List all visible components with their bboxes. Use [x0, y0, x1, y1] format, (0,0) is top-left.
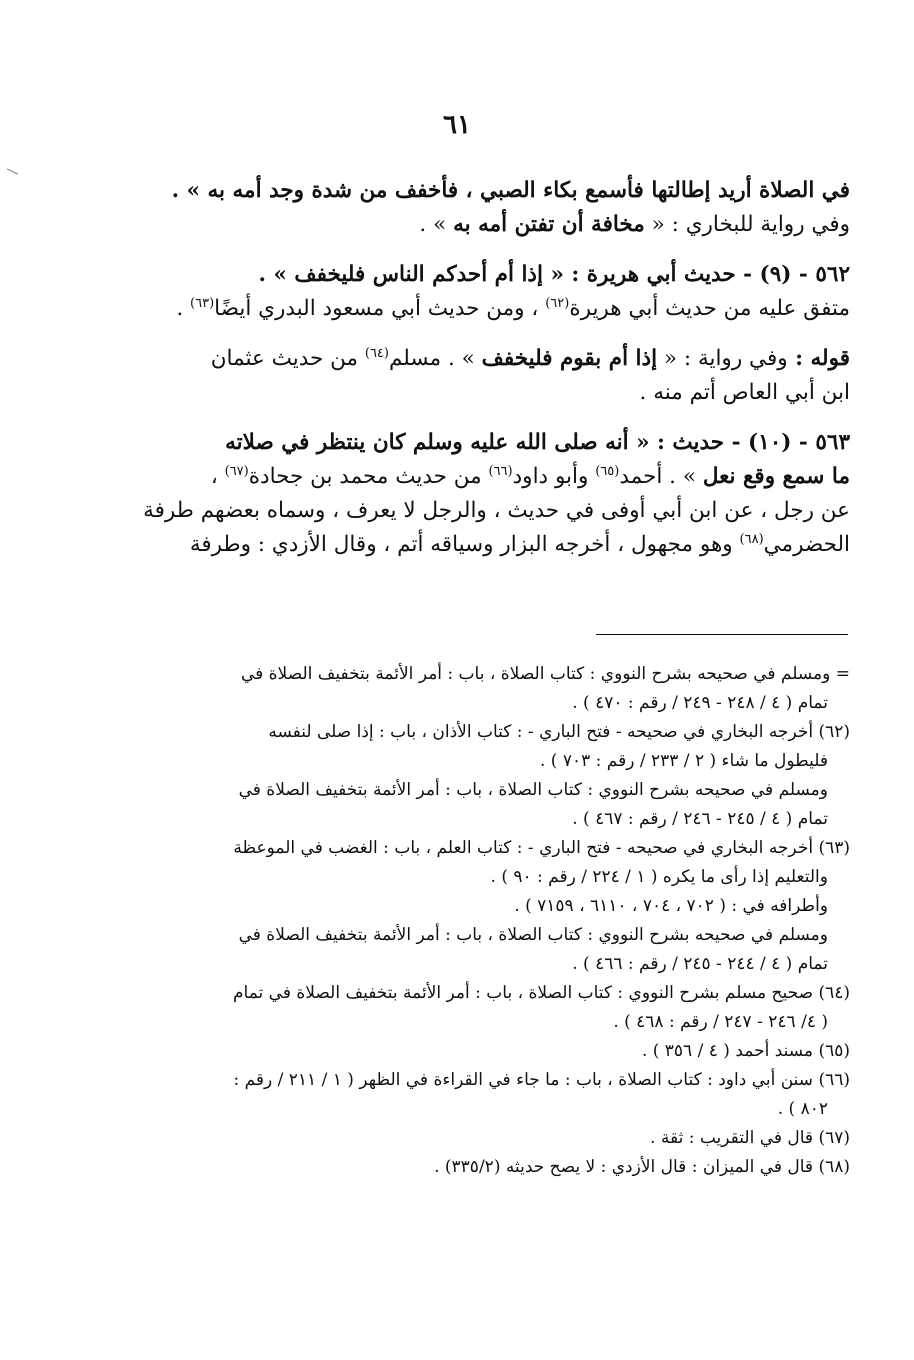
footnote-ref-67[interactable]: (٦٧) [224, 463, 249, 479]
footnote-line: ومسلم في صحيحه بشرح النووي : كتاب الصلاة ، باب : أمر الأئمة بتخفيف الصلاة في [238, 780, 828, 800]
footnote-line: تمام ( ٤ / ٢٤٥ - ٢٤٦ / رقم : ٤٦٧ ) . [572, 809, 828, 829]
footnote-line: = ومسلم في صحيحه بشرح النووي : كتاب الصلاة ، باب : أمر الأئمة بتخفيف الصلاة في [240, 664, 850, 684]
footnote-ref-62[interactable]: (٦٢) [545, 295, 570, 311]
paragraph-562 [90, 258, 850, 326]
p4-line-2: ما سمع وقع نعل » . أحمد$^{(٦٥)}$ وأبو داود$^{(٦٦)}$ من حديث محمد بن جحادة$^{(٦٧)}$ ، [210, 463, 850, 489]
paragraph-1 [90, 174, 850, 242]
p4-line-3: عن رجل ، عن ابن أبي أوفى في حديث ، والرجل لا يعرف ، وسماه بعضهم طرفة [143, 498, 850, 523]
footnote-line: والتعليم إذا رأى ما يكره ( ١ / ٢٢٤ / رقم : ٩٠ ) . [490, 867, 828, 887]
p2-line-2: متفق عليه من حديث أبي هريرة$^{(٦٢)}$ ، ومن حديث أبي مسعود البدري أيضًا$^{(٦٣)}$ . [176, 295, 850, 321]
footnote-ref-65[interactable]: (٦٥) [595, 463, 620, 479]
footnote-62: (٦٢) أخرجه البخاري في صحيحه - فتح الباري - : كتاب الأذان ، باب : إذا صلى لنفسه [268, 722, 850, 742]
footnote-ref-68[interactable]: (٦٨) [739, 531, 764, 547]
footnote-65: (٦٥) مسند أحمد ( ٤ / ٣٥٦ ) . [641, 1041, 850, 1061]
footnote-line: وأطرافه في : ( ٧٠٢ ، ٧٠٤ ، ٦١١٠ ، ٧١٥٩ ) . [514, 896, 828, 916]
p4-line-4: الحضرمي$^{(٦٨)}$ وهو مجهول ، أخرجه البزار وسياقه أتم ، وقال الأزدي : وطرفة [189, 531, 850, 557]
footnote-67: (٦٧) قال في التقريب : ثقة . [650, 1128, 850, 1148]
p1-line-1: في الصلاة أريد إطالتها فأسمع بكاء الصبي ، فأخفف من شدة وجد أمه به » . [171, 178, 850, 203]
hadith-562-heading: ٥٦٢ - (٩) - حديث أبي هريرة : « إذا أم أحدكم الناس فليخفف » . [258, 262, 850, 287]
footnotes [80, 660, 850, 1182]
p3-line-2: ابن أبي العاص أتم منه . [639, 380, 850, 405]
scan-mark [6, 168, 20, 176]
footnote-ref-63[interactable]: (٦٣) [190, 295, 215, 311]
paragraph-563 [90, 426, 850, 562]
footnote-line: فليطول ما شاء ( ٢ / ٢٣٣ / رقم : ٧٠٣ ) . [540, 751, 828, 771]
footnote-line: تمام ( ٤ / ٢٤٨ - ٢٤٩ / رقم : ٤٧٠ ) . [572, 693, 828, 713]
footnote-line: ومسلم في صحيحه بشرح النووي : كتاب الصلاة ، باب : أمر الأئمة بتخفيف الصلاة في [238, 925, 828, 945]
footnote-63: (٦٣) أخرجه البخاري في صحيحه - فتح الباري - : كتاب العلم ، باب : الغضب في الموعظة [233, 838, 850, 858]
footnote-line: تمام ( ٤ / ٢٤٤ - ٢٤٥ / رقم : ٤٦٦ ) . [572, 954, 828, 974]
footnote-separator [596, 634, 848, 635]
footnote-line: ( ٤/ ٢٤٦ - ٢٤٧ / رقم : ٤٦٨ ) . [613, 1012, 828, 1032]
p1-line-2: وفي رواية للبخاري : « مخافة أن تفتن أمه به » . [419, 212, 850, 237]
footnote-64: (٦٤) صحيح مسلم بشرح النووي : كتاب الصلاة ، باب : أمر الأئمة بتخفيف الصلاة في تمام [233, 983, 850, 1003]
footnote-line: ٨٠٢ ) . [777, 1099, 828, 1119]
footnote-ref-66[interactable]: (٦٦) [488, 463, 513, 479]
page-number: ٦١ [443, 110, 471, 140]
paragraph-qawluh [90, 342, 850, 410]
main-text [90, 174, 850, 562]
p3-line-1: قوله : وفي رواية : « إذا أم بقوم فليخفف » . مسلم$^{(٦٤)}$ من حديث عثمان [210, 345, 850, 371]
footnote-ref-64[interactable]: (٦٤) [364, 345, 389, 361]
hadith-563-heading: ٥٦٣ - (١٠) - حديث : « أنه صلى الله عليه وسلم كان ينتظر في صلاته [225, 430, 850, 455]
footnote-66: (٦٦) سنن أبي داود : كتاب الصلاة ، باب : ما جاء في القراءة في الظهر ( ١ / ٢١١ / رقم : [233, 1070, 850, 1090]
footnote-68: (٦٨) قال في الميزان : قال الأزدي : لا يصح حديثه (٣٣٥/٢) . [434, 1157, 850, 1177]
